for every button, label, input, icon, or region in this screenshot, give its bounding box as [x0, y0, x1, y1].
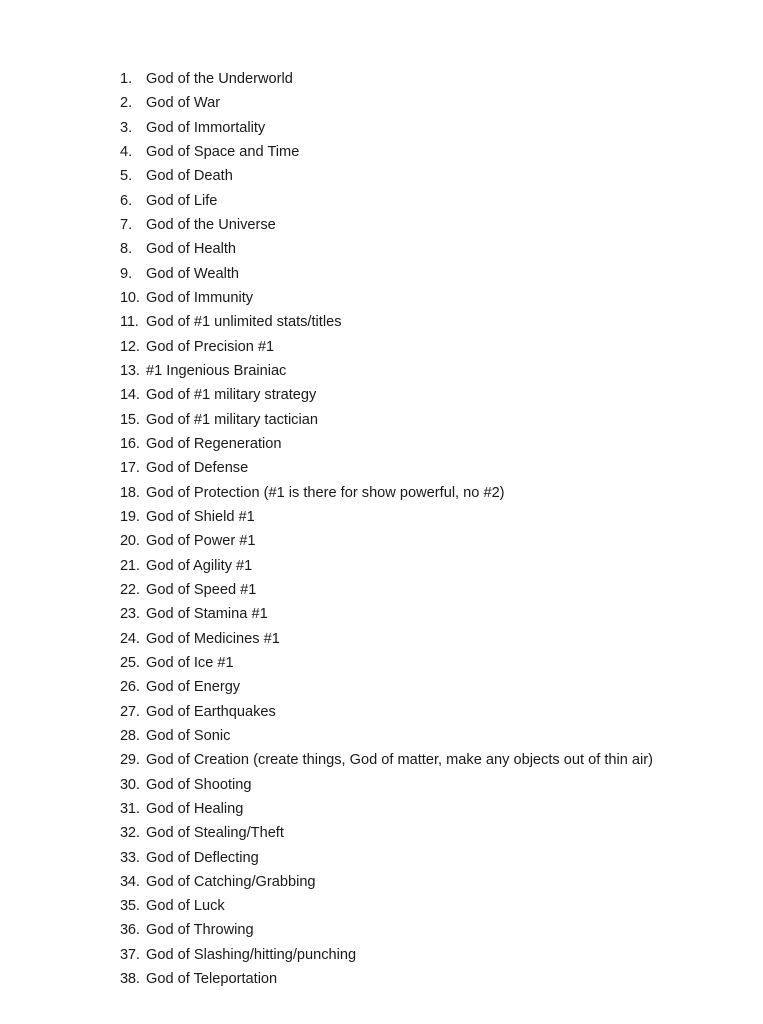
list-item-text: God of Throwing: [146, 922, 254, 939]
list-item: [120, 189, 653, 213]
list-item-text: God of #1 military strategy: [146, 387, 317, 404]
list-item: [120, 310, 653, 334]
list-item-number: 25.: [120, 654, 140, 671]
list-item-number: 32.: [120, 825, 140, 842]
list-item: [120, 456, 653, 480]
list-item-number: 12.: [120, 338, 140, 355]
list-item-text: God of War: [146, 95, 221, 112]
list-item: [120, 237, 653, 261]
list-item-number: 8.: [120, 241, 133, 258]
list-item: [120, 67, 653, 91]
list-item-text: God of Shield #1: [146, 508, 255, 525]
list-item-number: 19.: [120, 508, 140, 525]
list-item: [120, 894, 653, 918]
list-item: [120, 432, 653, 456]
list-item-number: 17.: [120, 460, 140, 477]
list-item-number: 28.: [120, 727, 140, 744]
list-item: [120, 797, 653, 821]
list-item-text: God of Earthquakes: [146, 703, 276, 720]
list-item-number: 38.: [120, 971, 140, 988]
list-item-number: 22.: [120, 581, 140, 598]
list-item: [120, 164, 653, 188]
list-item: [120, 505, 653, 529]
list-item-text: God of Medicines #1: [146, 630, 280, 647]
list-item-text: God of Stealing/Theft: [146, 825, 284, 842]
list-item-text: God of Stamina #1: [146, 606, 268, 623]
numbered-list: [120, 67, 653, 991]
list-item-number: 1.: [120, 71, 133, 87]
list-item-number: 36.: [120, 922, 140, 939]
list-item-number: 37.: [120, 946, 140, 963]
list-item-text: God of Catching/Grabbing: [146, 873, 316, 890]
list-item: [120, 821, 653, 845]
list-item-number: 34.: [120, 873, 140, 890]
list-item-number: 14.: [120, 387, 140, 404]
list-item-number: 13.: [120, 362, 140, 379]
list-item-text: God of Wealth: [146, 265, 240, 282]
list-item-number: 9.: [120, 265, 133, 282]
list-item-number: 24.: [120, 630, 140, 647]
list-item-number: 3.: [120, 119, 133, 136]
list-item: [120, 846, 653, 870]
list-item-text: God of Health: [146, 241, 237, 258]
list-item: [120, 675, 653, 699]
list-item: [120, 140, 653, 164]
list-item: [120, 748, 653, 772]
list-item-text: God of Precision #1: [146, 338, 275, 355]
list-item: [120, 602, 653, 626]
list-item-number: 20.: [120, 533, 140, 550]
list-item-text: God of Speed #1: [146, 581, 257, 598]
list-item-text: God of Teleportation: [146, 971, 278, 988]
list-item: [120, 943, 653, 967]
list-item-text: God of Creation (create things, God of matter, make any objects out of thin air): [146, 752, 653, 769]
list-item-text: God of Ice #1: [146, 654, 234, 671]
list-item-text: God of Deflecting: [146, 849, 259, 866]
list-item: [120, 335, 653, 359]
list-item: [120, 383, 653, 407]
list-item-text: God of the Underworld: [146, 71, 293, 87]
list-item-number: 29.: [120, 752, 140, 769]
list-item-text: God of Defense: [146, 460, 249, 477]
list-item: [120, 481, 653, 505]
list-item-number: 23.: [120, 606, 140, 623]
list-item-text: God of Power #1: [146, 533, 256, 550]
list-item-text: God of Death: [146, 168, 233, 185]
list-item-text: God of Shooting: [146, 776, 252, 793]
list-item-number: 2.: [120, 95, 133, 112]
list-item-number: 35.: [120, 898, 140, 915]
list-item-text: God of Immortality: [146, 119, 266, 136]
list-item-number: 11.: [120, 314, 139, 331]
list-item: [120, 773, 653, 797]
list-item: [120, 359, 653, 383]
list-item-text: God of Healing: [146, 800, 244, 817]
list-item: [120, 651, 653, 675]
list-item: [120, 700, 653, 724]
list-item-number: 33.: [120, 849, 140, 866]
list-item: [120, 262, 653, 286]
list-item-text: God of Slashing/hitting/punching: [146, 946, 357, 963]
list-item-number: 15.: [120, 411, 140, 428]
list-item: [120, 116, 653, 140]
list-item-text: God of Energy: [146, 679, 241, 696]
list-item-number: 18.: [120, 484, 140, 501]
list-item: [120, 529, 653, 553]
list-item-number: 6.: [120, 192, 133, 209]
list-item: [120, 967, 653, 991]
list-item-text: God of Agility #1: [146, 557, 253, 574]
list-item: [120, 578, 653, 602]
list-item-text: God of Space and Time: [146, 143, 300, 160]
list-item-text: God of Luck: [146, 898, 225, 915]
list-item-number: 5.: [120, 168, 133, 185]
list-item-text: God of Life: [146, 192, 218, 209]
list-item-text: God of Sonic: [146, 727, 231, 744]
list-item: [120, 91, 653, 115]
list-item: [120, 918, 653, 942]
list-item: [120, 724, 653, 748]
list-item: [120, 286, 653, 310]
list-item-number: 10.: [120, 289, 140, 306]
list-item-text: God of Protection (#1 is there for show powerful, no #2): [146, 484, 505, 501]
list-item: [120, 554, 653, 578]
list-item-text: God of the Universe: [146, 216, 276, 233]
list-item-number: 21.: [120, 557, 140, 574]
list-item-number: 31.: [120, 800, 140, 817]
list-item: [120, 870, 653, 894]
list-item-number: 30.: [120, 776, 140, 793]
list-item-text: God of #1 military tactician: [146, 411, 318, 428]
list-item: [120, 213, 653, 237]
list-item: [120, 627, 653, 651]
list-item: [120, 408, 653, 432]
list-item-text: God of #1 unlimited stats/titles: [146, 314, 342, 331]
list-item-number: 26.: [120, 679, 140, 696]
list-item-text: God of Immunity: [146, 289, 254, 306]
list-item-text: God of Regeneration: [146, 435, 282, 452]
list-item-number: 16.: [120, 435, 140, 452]
list-item-number: 27.: [120, 703, 140, 720]
list-item-number: 4.: [120, 143, 133, 160]
list-item-number: 7.: [120, 216, 133, 233]
list-item-text: #1 Ingenious Brainiac: [146, 362, 287, 379]
